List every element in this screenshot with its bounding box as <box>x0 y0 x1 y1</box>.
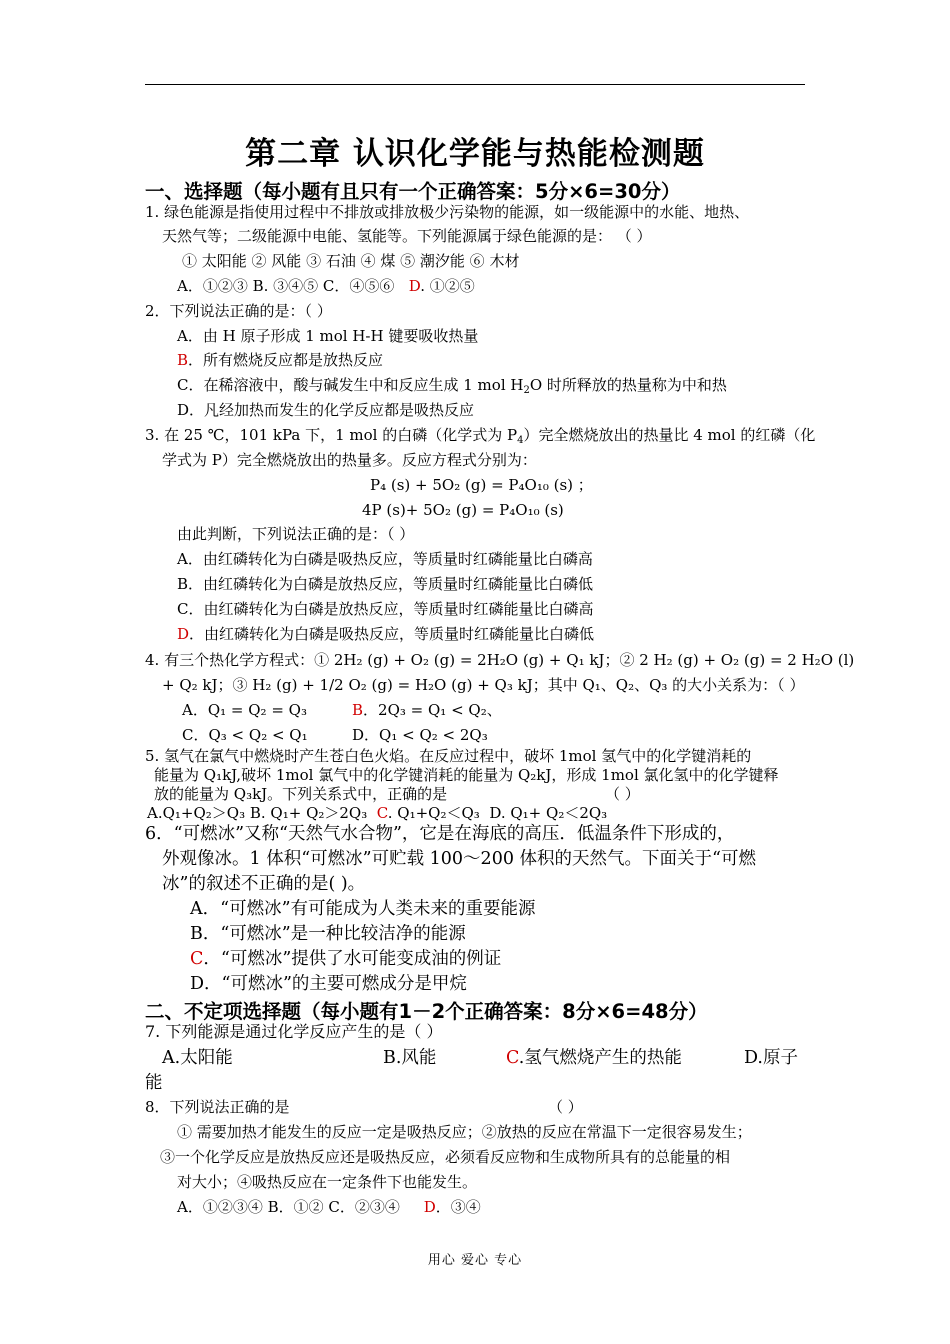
page-footer: 用心 爱心 专心 <box>427 1253 523 1268</box>
q3-equation-1: P₄ (s) + 5O₂ (g) = P₄O₁₀ (s) ； <box>370 476 593 494</box>
q2-option-a: A．由 H 原子形成 1 mol H-H 键要吸收热量 <box>177 327 479 345</box>
q2-option-c-post: O 时所释放的热量称为中和热 <box>529 376 727 394</box>
section-heading-1: 一、选择题（每小题有且只有一个正确答案：5分×6=30分） <box>145 180 681 203</box>
q5-line2: 能量为 Q₁kJ,破坏 1mol 氯气中的化学键消耗的能量为 Q₂kJ，形成 1mol 氯化氢中的化学键释 <box>154 766 779 784</box>
q2-option-c-pre: C．在稀溶液中，酸与碱发生中和反应生成 1 mol H <box>177 376 524 394</box>
q2-option-c <box>177 375 727 395</box>
q6-option-c <box>190 947 501 971</box>
q7-stem: 7. 下列能源是通过化学反应产生的是（ ） <box>145 1022 443 1041</box>
q3-option-d-text: ．由红磷转化为白磷是吸热反应，等质量时红磷能量比白磷低 <box>189 625 595 643</box>
q6-line1: 6．“可燃冰”又称“天然气水合物”，它是在海底的高压．低温条件下形成的， <box>145 824 735 844</box>
q3-option-c: C．由红磷转化为白磷是放热反应，等质量时红磷能量比白磷高 <box>177 600 594 618</box>
q6-option-b: B．“可燃冰”是一种比较洁净的能源 <box>190 924 466 944</box>
q4-option-d: D．Q₁ < Q₂ < 2Q₃ <box>352 726 488 744</box>
q1-stem-line2: 天然气等；二级能源中电能、氢能等。下列能源属于绿色能源的是： （ ） <box>162 227 652 245</box>
q8-options <box>177 1197 481 1217</box>
q2-option-b <box>177 350 383 370</box>
q1-stem-line1: 1. 绿色能源是指使用过程中不排放或排放极少污染物的能源，如一级能源中的水能、地热、 <box>145 203 750 221</box>
q3-stem-post: ）完全燃烧放出的热量比 4 mol 的红磷（化 <box>523 426 816 444</box>
q5-answer-paren: （ ） <box>605 785 640 803</box>
q8-stem: 8．下列说法正确的是 <box>145 1098 290 1116</box>
q4-answer-letter: B <box>352 701 364 719</box>
header-rule <box>145 84 805 85</box>
q8-line2: ③一个化学反应是放热反应还是吸热反应，必须看反应物和生成物所具有的总能量的相 <box>160 1148 731 1166</box>
q3-stem-sub: 4 <box>517 435 524 446</box>
q3-equation-2: 4P (s)+ 5O₂ (g) = P₄O₁₀ (s) <box>362 501 564 519</box>
q6-line2: 外观像冰。1 体积“可燃冰”可贮载 100～200 体积的天然气。下面关于“可燃 <box>162 849 756 869</box>
q3-answer-letter: D <box>177 625 190 643</box>
q2-option-b-text: ．所有燃烧反应都是放热反应 <box>188 351 384 369</box>
q3-stem-line1 <box>145 425 815 445</box>
q3-stem-pre: 3. 在 25 ℃，101 kPa 下，1 mol 的白磷（化学式为 P <box>145 426 518 444</box>
q1-items: ① 太阳能 ② 风能 ③ 石油 ④ 煤 ⑤ 潮汐能 ⑥ 木材 <box>182 252 520 270</box>
q1-options <box>177 276 475 296</box>
q2-option-d: D．凡经加热而发生的化学反应都是吸热反应 <box>177 401 475 419</box>
q5-answer-letter: C <box>376 804 388 822</box>
q2-option-c-sub: 2 <box>523 385 530 396</box>
q1-option-d: . ①②⑤ <box>420 277 475 295</box>
q7-option-c <box>506 1046 682 1070</box>
q7-option-d: D.原子 <box>744 1048 798 1068</box>
q3-option-b: B．由红磷转化为白磷是放热反应，等质量时红磷能量比白磷低 <box>177 575 594 593</box>
q8-line1: ① 需要加热才能发生的反应一定是吸热反应；②放热的反应在常温下一定很容易发生； <box>177 1123 752 1141</box>
q3-option-d <box>177 624 594 644</box>
q8-answer-letter: D <box>423 1198 436 1216</box>
q2-answer-letter: B <box>177 351 189 369</box>
q5-option-c-text: . Q₁+Q₂＜Q₃ <box>387 804 480 822</box>
q8-option-d: ．③④ <box>435 1198 481 1216</box>
q4-option-a: A．Q₁ = Q₂ = Q₃ <box>182 701 307 719</box>
q8-options-abc: A．①②③④ B．①② C．②③④ <box>177 1198 400 1216</box>
q1-answer-letter: D <box>408 277 421 295</box>
q7-option-d-cont: 能 <box>145 1073 163 1093</box>
q7-option-a: A.太阳能 <box>162 1048 233 1068</box>
q8-line3: 对大小；④吸热反应在一定条件下也能发生。 <box>177 1173 478 1191</box>
q6-option-d: D．“可燃冰”的主要可燃成分是甲烷 <box>190 974 467 994</box>
section-heading-2: 二、不定项选择题（每小题有1－2个正确答案：8分×6=48分） <box>145 1000 708 1023</box>
q6-line3: 冰”的叙述不正确的是( )。 <box>162 874 366 894</box>
q4-line1: 4. 有三个热化学方程式：① 2H₂ (g) + O₂ (g) = 2H₂O (g) + Q₁ kJ；② 2 H₂ (g) + O₂ (g) = 2 H₂O (l) <box>145 651 855 669</box>
q7-answer-letter: C <box>506 1048 519 1068</box>
q5-line1: 5. 氢气在氯气中燃烧时产生苍白色火焰。在反应过程中，破坏 1mol 氢气中的化学键消耗的 <box>145 747 752 765</box>
q5-option-d: D. Q₁+ Q₂＜2Q₃ <box>489 804 608 822</box>
q4-option-b-text: ．2Q₃ = Q₁ < Q₂、 <box>363 701 502 719</box>
q7-option-c-text: .氢气燃烧产生的热能 <box>518 1048 682 1068</box>
page-title: 第二章 认识化学能与热能检测题 <box>245 136 705 172</box>
q8-answer-paren: （ ） <box>548 1098 583 1116</box>
q7-option-b: B.风能 <box>383 1048 437 1068</box>
q1-options-abc: A．①②③ B. ③④⑤ C．④⑤⑥ <box>177 277 395 295</box>
q3-judge: 由此判断，下列说法正确的是：（ ） <box>177 525 415 543</box>
q3-stem-line2: 学式为 P）完全燃烧放出的热量多。反应方程式分别为： <box>162 451 537 469</box>
q6-option-a: A．“可燃冰”有可能成为人类未来的重要能源 <box>190 899 536 919</box>
q6-answer-letter: C <box>190 949 204 969</box>
q5-line3: 放的能量为 Q₃kJ。下列关系式中，正确的是 <box>154 785 448 803</box>
q6-option-c-text: ．“可燃冰”提供了水可能变成油的例证 <box>203 949 502 969</box>
q5-options <box>147 803 607 823</box>
q4-option-b <box>352 700 502 720</box>
q2-stem: 2．下列说法正确的是：（ ） <box>145 302 332 320</box>
q4-line2: + Q₂ kJ；③ H₂ (g) + 1/2 O₂ (g) = H₂O (g) + Q₃ kJ；其中 Q₁、Q₂、Q₃ 的大小关系为：（ ） <box>162 676 805 694</box>
q4-option-c: C．Q₃ < Q₂ < Q₁ <box>182 726 308 744</box>
q3-option-a: A．由红磷转化为白磷是吸热反应，等质量时红磷能量比白磷高 <box>177 550 593 568</box>
q5-options-ab: A.Q₁+Q₂＞Q₃ B. Q₁+ Q₂＞2Q₃ <box>147 804 368 822</box>
